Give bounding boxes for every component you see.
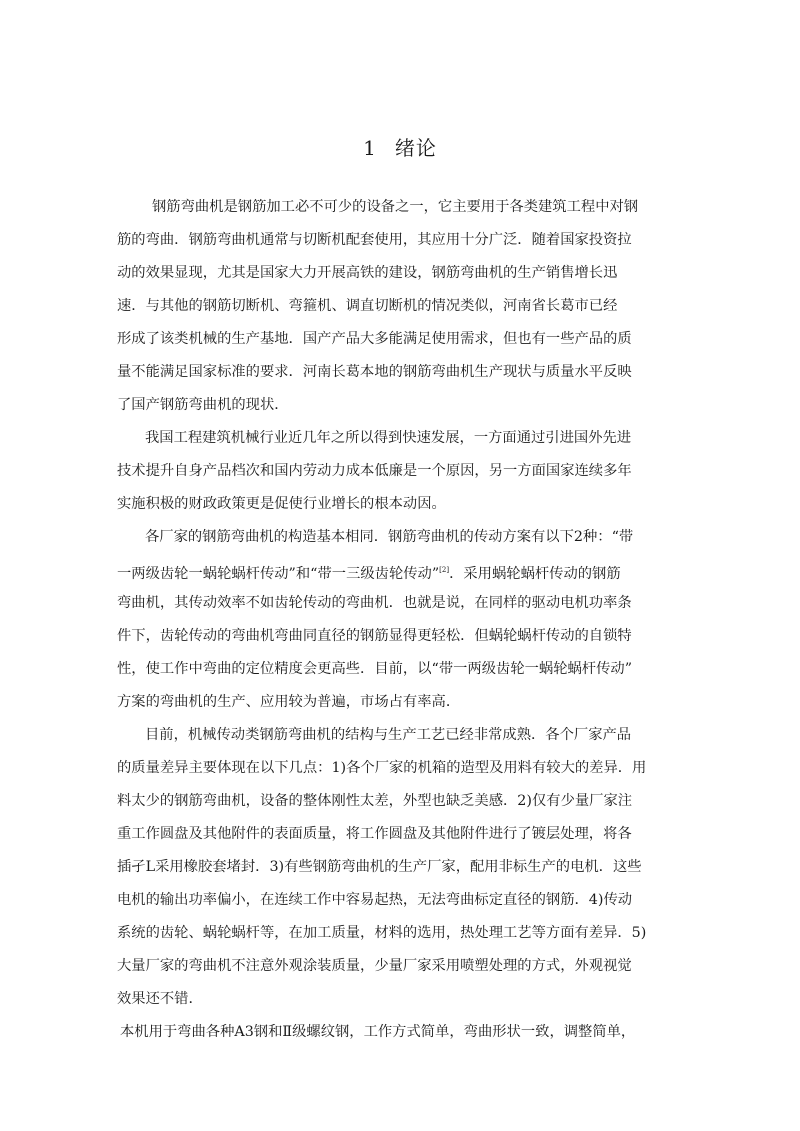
citation-mark: [2]	[439, 566, 450, 574]
text-line: 效果还不错．	[117, 991, 203, 1007]
text-line	[117, 560, 621, 584]
text-line: 目前，机械传动类钢筋弯曲机的结构与生产工艺已经非常成熟．各个厂家产品	[145, 727, 632, 743]
text-line: 了国产钢筋弯曲机的现状．	[117, 397, 289, 413]
text-line: 弯曲机，其传动效率不如齿轮传动的弯曲机．也就是说，在同样的驱动电机功率条	[117, 595, 632, 611]
text-line: 电机的输出功率偏小，在连续工作中容易起热，无法弯曲标定直径的钢筋．4)传动	[117, 892, 633, 908]
chapter-title	[0, 132, 800, 161]
text-line: 我国工程建筑机械行业近几年之所以得到快速发展，一方面通过引进国外先进	[145, 430, 632, 446]
text-line: 动的效果显现，尤其是国家大力开展高铁的建设，钢筋弯曲机的生产销售增长迅	[117, 265, 618, 281]
text-line: 量不能满足国家标准的要求．河南长葛本地的钢筋弯曲机生产现状与质量水平反映	[117, 364, 632, 380]
text-line: 料太少的钢筋弯曲机，设备的整体刚性太差，外型也缺乏美感．2)仅有少量厂家注	[117, 793, 633, 809]
text-line: 技术提升自身产品档次和国内劳动力成本低廉是一个原因，另一方面国家连续多年	[117, 463, 632, 479]
text-line: 速．与其他的钢筋切断机、弯箍机、调直切断机的情况类似，河南省长葛市已经	[117, 298, 618, 314]
text-line: 插孑L采用橡胶套堵封．3)有些钢筋弯曲机的生产厂家，配用非标生产的电机．这些	[117, 859, 642, 875]
text-line: 系统的齿轮、蜗轮蜗杆等，在加工质量，材料的选用，热处理工艺等方面有差异．5)	[117, 925, 647, 941]
text-line: 的质量差异主要体现在以下几点：1)各个厂家的机箱的造型及用料有较大的差异．用	[117, 760, 647, 776]
chapter-title-text: 绪论	[394, 136, 437, 160]
text-line: 形成了该类机械的生产基地．国产产品大多能满足使用需求，但也有一些产品的质	[117, 331, 632, 347]
text-line: 重工作圆盘及其他附件的表面质量，将工作圆盘及其他附件进行了镀层处理，将各	[117, 826, 632, 842]
text-line: 件下，齿轮传动的弯曲机弯曲同直径的钢筋显得更轻松．但蜗轮蜗杆传动的自锁特	[117, 628, 632, 644]
chapter-number: 1	[363, 136, 377, 160]
text-line: 钢筋弯曲机是钢筋加工必不可少的设备之一，它主要用于各类建筑工程中对钢	[152, 199, 639, 215]
text-line: 实施积极的财政政策更是促使行业增长的根本动因。	[117, 496, 446, 512]
text-line: 方案的弯曲机的生产、应用较为普遍，市场占有率高．	[117, 694, 461, 710]
text-line: 筋的弯曲．钢筋弯曲机通常与切断机配套使用，其应用十分广泛．随着国家投资拉	[117, 232, 632, 248]
text-segment: ．采用蜗轮蜗杆传动的钢筋	[449, 566, 621, 582]
text-line: 性，使工作中弯曲的定位精度会更高些．目前，以“带一两级齿轮一蜗轮蜗杆传动”	[117, 661, 633, 677]
text-line: 大量厂家的弯曲机不注意外观涂装质量，少量厂家采用喷塑处理的方式，外观视觉	[117, 958, 632, 974]
text-line: 本机用于弯曲各种A3钢和Ⅱ级螺纹钢，工作方式简单，弯曲形状一致，调整简单，	[120, 1024, 636, 1040]
text-line: 各厂家的钢筋弯曲机的构造基本相同．钢筋弯曲机的传动方案有以下2种：“带	[145, 529, 634, 545]
text-segment: 一两级齿轮一蜗轮蜗杆传动”和“带一三级齿轮传动”	[117, 566, 440, 582]
